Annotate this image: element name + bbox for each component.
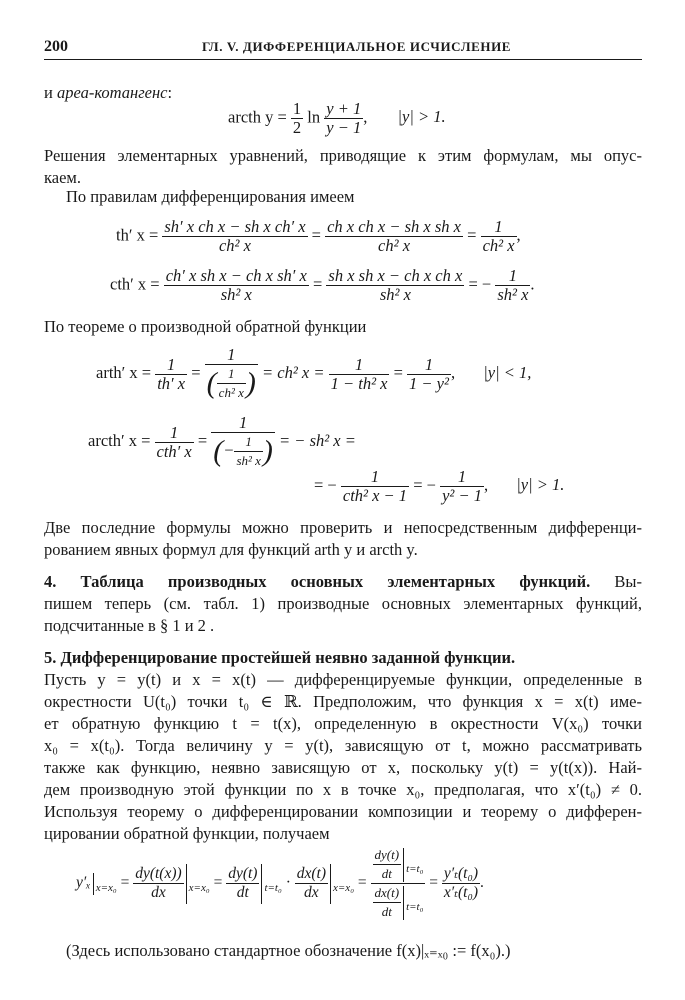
th-tail: , bbox=[516, 225, 521, 245]
th-lhs: th′ x = bbox=[116, 225, 159, 245]
section5-line: цировании обратной функции, получаем bbox=[44, 824, 330, 843]
ratio-den: y − 1 bbox=[326, 118, 362, 137]
header-rule bbox=[44, 59, 642, 60]
section5-heading bbox=[44, 648, 642, 668]
implicit-sub3: x=x₀ bbox=[333, 882, 355, 895]
half-num: 1 bbox=[292, 99, 302, 118]
implicit-f5n: y′ₜ(t₀) bbox=[443, 865, 479, 882]
th-num2: ch x ch x − sh x sh x bbox=[327, 217, 461, 236]
arcth-d-cond: |y| > 1. bbox=[516, 475, 565, 495]
implicit-tail: . bbox=[480, 874, 484, 892]
para4-line2: рованием явных формул для функций arth y и arcth y. bbox=[44, 540, 418, 559]
arcth-d-f3n: 1 bbox=[341, 468, 409, 487]
cth-den1: sh² x bbox=[220, 285, 252, 304]
section5-line: x₀ = x(t₀). Тогда величину y = y(t), зависящую от t, можно рассматривать bbox=[44, 736, 642, 755]
arth-cond: |y| < 1, bbox=[483, 362, 532, 382]
cth-den3: sh² x bbox=[497, 285, 529, 304]
arcth-d-f1d: cth′ x bbox=[156, 441, 192, 461]
arcth-lhs: arcth y = bbox=[228, 107, 287, 127]
arth-frac3 bbox=[329, 356, 390, 393]
implicit-frac1 bbox=[133, 865, 183, 902]
arth-f1d: th′ x bbox=[157, 373, 186, 393]
th-den3: ch² x bbox=[482, 236, 515, 255]
arcth-d-frac3 bbox=[341, 468, 409, 505]
cth-den2: sh² x bbox=[379, 285, 411, 304]
arcth-d-f1n: 1 bbox=[155, 424, 194, 443]
cth-frac1 bbox=[164, 267, 309, 304]
para3: По теореме о производной обратной функции bbox=[44, 317, 367, 336]
implicit-frac2 bbox=[226, 865, 259, 902]
section5-heading-text: 5. Дифференцирование простейшей неявно заданной функции. bbox=[44, 648, 516, 667]
arcth-d-eq2: = − bbox=[413, 475, 436, 495]
section5-line: окрестности U(t₀) точки t₀ ∈ ℝ. Предположим, что функция x = x(t) име- bbox=[44, 692, 642, 711]
implicit-big-top-n: dy(t) bbox=[373, 846, 402, 865]
half-den: 2 bbox=[292, 118, 302, 137]
section4-heading: 4. Таблица производных основных элементарных функций. bbox=[44, 572, 591, 591]
implicit-big-bot-d: dt bbox=[381, 904, 392, 919]
cth-lhs: cth′ x = bbox=[110, 274, 160, 294]
cth-num1: ch′ x sh x − ch x sh′ x bbox=[165, 266, 307, 285]
arcth-condition: |y| > 1. bbox=[397, 107, 446, 127]
page-number: 200 bbox=[44, 38, 68, 55]
th-den1: ch² x bbox=[218, 236, 251, 255]
implicit-big-top-d: dt bbox=[381, 866, 392, 881]
section4-line1 bbox=[44, 572, 642, 592]
ln-operator: ln bbox=[307, 107, 321, 127]
formula-cth-derivative: cth′ x = $\frac{\text{ch′ x sh x − ch x sh′ x}}{\text{sh² x}}$ = $\frac{\text{sh x sh x − ch x ch x}}{\text{sh² x}}$ = − $\frac{1}{\text{sh² x}}$ . bbox=[110, 266, 535, 304]
implicit-f3d: dx bbox=[304, 884, 319, 901]
implicit-f1n: dy(t(x)) bbox=[135, 865, 182, 882]
cth-tail: . bbox=[530, 274, 535, 294]
arth-f4d: 1 − y² bbox=[409, 373, 449, 393]
th-frac2 bbox=[325, 218, 463, 255]
arcth-d-inner-d: sh² x bbox=[236, 453, 261, 468]
implicit-eq1: = bbox=[120, 874, 130, 892]
implicit-f2d: dt bbox=[236, 884, 249, 901]
formula-implicit-derivative: y′ₓ $_{x=x_0}$ = $\frac{dy(t(x))}{dx}$ $_{x=x_0}$ = $\frac{dy(t)}{dt}$ $_{t=t_0}$ · $\frac{dx(t)}{dx}$ $_{x=x_0}$ = $\frac{dy(t)}{dt}$ $_{t=t_0}$ $\frac{dx(t)}{dt}$ $_{t=t_0}$ = $\frac{\text{y′ₜ(t₀)}}{\text{x′ₜ(t₀)}}$ . bbox=[76, 847, 484, 919]
section5-line: ет обратную функцию t = t(x), определенную в окрестности V(x₀) точки bbox=[44, 714, 642, 733]
implicit-big-den bbox=[371, 884, 426, 921]
intro-prefix: и bbox=[44, 83, 57, 102]
arcth-d-mid: = − sh² x = bbox=[279, 430, 356, 450]
arth-frac4 bbox=[407, 356, 451, 393]
intro-suffix: : bbox=[167, 83, 173, 102]
arth-f3d: 1 − th² x bbox=[330, 373, 388, 393]
para2: По правилам дифференцирования имеем bbox=[66, 187, 355, 206]
implicit-dot: · bbox=[285, 874, 291, 892]
arth-inner-n: 1 bbox=[217, 365, 246, 384]
arcth-d-frac4 bbox=[440, 468, 484, 505]
th-num3: 1 bbox=[481, 218, 517, 237]
arth-inner-d: ch² x bbox=[218, 385, 244, 400]
para4-line1: Две последние формулы можно проверить и непосредственным дифференци- bbox=[44, 518, 642, 537]
page-header bbox=[44, 38, 642, 60]
arcth-d-f2n: 1 bbox=[211, 414, 275, 433]
arcth-d-start2: = − bbox=[314, 475, 337, 495]
formula-arth-derivative: arth′ x = $\frac{1}{th' x}$ = 1 ( $\frac{1}{\text{ch² x}}$ ) = ch² x = $\frac{1}{\text{1 − th² x}}$ = $\frac{1}{\text{1 − y²}}$ , |y| < 1, bbox=[96, 345, 532, 400]
th-frac3 bbox=[481, 218, 517, 255]
section5-line: Используя теорему о дифференцировании композиции и теорему о дифферен- bbox=[44, 802, 642, 821]
implicit-f3n: dx(t) bbox=[296, 865, 326, 882]
arcth-d-lhs: arcth′ x = bbox=[88, 430, 151, 450]
cth-num2: sh x sh x − ch x ch x bbox=[328, 266, 463, 285]
th-num1: sh′ x ch x − sh x ch′ x bbox=[164, 217, 306, 236]
arcth-d-frac2 bbox=[211, 414, 275, 470]
formula-arcth-derivative: arcth′ x = $\frac{1}{\text{cth′ x}}$ = 1 (− $\frac{1}{\text{sh² x}}$ ) = − sh² x = bbox=[88, 413, 356, 468]
section5-line: дем производную этой функции по x в точке x₀, предполагая, что x′(t₀) ≠ 0. bbox=[44, 780, 642, 799]
arcth-d-frac1 bbox=[155, 424, 194, 461]
cth-frac3 bbox=[495, 267, 530, 304]
arcth-d-f4n: 1 bbox=[440, 468, 484, 487]
arth-f2n: 1 bbox=[205, 346, 258, 365]
section4-line3: подсчитанные в § 1 и 2 . bbox=[44, 616, 215, 635]
intro-term: ареа-котангенс bbox=[56, 83, 168, 102]
implicit-lhs: y′ₓ bbox=[76, 874, 91, 892]
implicit-sub1: x=x₀ bbox=[188, 882, 210, 895]
ratio-num: y + 1 bbox=[326, 99, 362, 118]
formula-arcth: arcth y = $\frac{1}{2}$ ln $\frac{y + 1}{y - 1}$ , |y| > 1. bbox=[228, 99, 446, 137]
intro-line bbox=[44, 82, 172, 104]
para1-line1: Решения элементарных уравнений, приводящие к этим формулам, мы опус- bbox=[44, 146, 642, 165]
implicit-frac5 bbox=[442, 865, 480, 902]
implicit-frac3 bbox=[295, 865, 328, 902]
running-head: ГЛ. V. ДИФФЕРЕНЦИАЛЬНОЕ ИСЧИСЛЕНИЕ bbox=[202, 39, 512, 54]
arcth-d-f4d: y² − 1 bbox=[442, 486, 482, 505]
implicit-lhs-sub: x=x₀ bbox=[95, 882, 117, 895]
para1-line2: каем. bbox=[44, 168, 81, 187]
ratio-fraction bbox=[324, 100, 363, 137]
implicit-big-num bbox=[371, 846, 426, 884]
arth-frac1 bbox=[155, 356, 187, 393]
cth-num3: 1 bbox=[495, 267, 530, 286]
section4-line2: пишем теперь (см. табл. 1) производные основных элементарных функций, bbox=[44, 594, 642, 613]
implicit-f5d: x′ₜ(t₀) bbox=[443, 884, 479, 901]
cth-minus: = − bbox=[468, 274, 492, 294]
arcth-d-f3d: cth² x − 1 bbox=[342, 486, 408, 505]
implicit-big-bot-n: dx(t) bbox=[373, 884, 402, 903]
arth-lhs: arth′ x = bbox=[96, 362, 152, 382]
arth-f4n: 1 bbox=[407, 356, 451, 375]
arth-f1n: 1 bbox=[155, 356, 187, 375]
th-frac1 bbox=[162, 218, 307, 255]
implicit-big-frac bbox=[371, 846, 426, 921]
arth-f3n: 1 bbox=[329, 356, 390, 375]
implicit-big-top-sub: t=t₀ bbox=[406, 863, 424, 876]
formula-th-derivative: th′ x = $\frac{\text{sh′ x ch x − sh x ch′ x}}{\text{ch² x}}$ = $\frac{\text{ch x ch x − sh x sh x}}{\text{ch² x}}$ = $\frac{1}{\text{ch² x}}$ , bbox=[116, 217, 521, 255]
section5-line: Пусть y = y(t) и x = x(t) — дифференцируемые функции, определенные в bbox=[44, 670, 642, 689]
implicit-big-bot-sub: t=t₀ bbox=[406, 901, 424, 914]
cth-frac2 bbox=[326, 267, 464, 304]
implicit-sub2: t=t₀ bbox=[264, 882, 282, 895]
section4-line1-rest: Вы- bbox=[614, 572, 643, 591]
arcth-d-f2d: (− $\frac{1}{\text{sh² x}}$ ) bbox=[213, 434, 273, 468]
section5-line: также как функцию, неявно зависящую от x, поскольку y(t) = y(t(x)). Най- bbox=[44, 758, 642, 777]
closing-note: (Здесь использовано стандартное обозначение f(x)|ₓ₌ₓ₀ := f(x₀).) bbox=[66, 941, 511, 960]
arth-f2d: ( $\frac{1}{\text{ch² x}}$ ) bbox=[206, 366, 256, 400]
half-fraction bbox=[291, 100, 303, 137]
implicit-f2n: dy(t) bbox=[228, 865, 258, 882]
arth-frac2 bbox=[205, 346, 258, 402]
arth-mid: = ch² x = bbox=[261, 362, 325, 382]
implicit-f1d: dx bbox=[151, 884, 166, 901]
th-den2: ch² x bbox=[378, 236, 411, 255]
formula-arcth-derivative-cont: = − $\frac{1}{\text{cth² x − 1}}$ = − $\frac{1}{\text{y² − 1}}$ , |y| > 1. bbox=[314, 467, 565, 505]
arcth-d-inner-n: 1 bbox=[234, 433, 262, 452]
